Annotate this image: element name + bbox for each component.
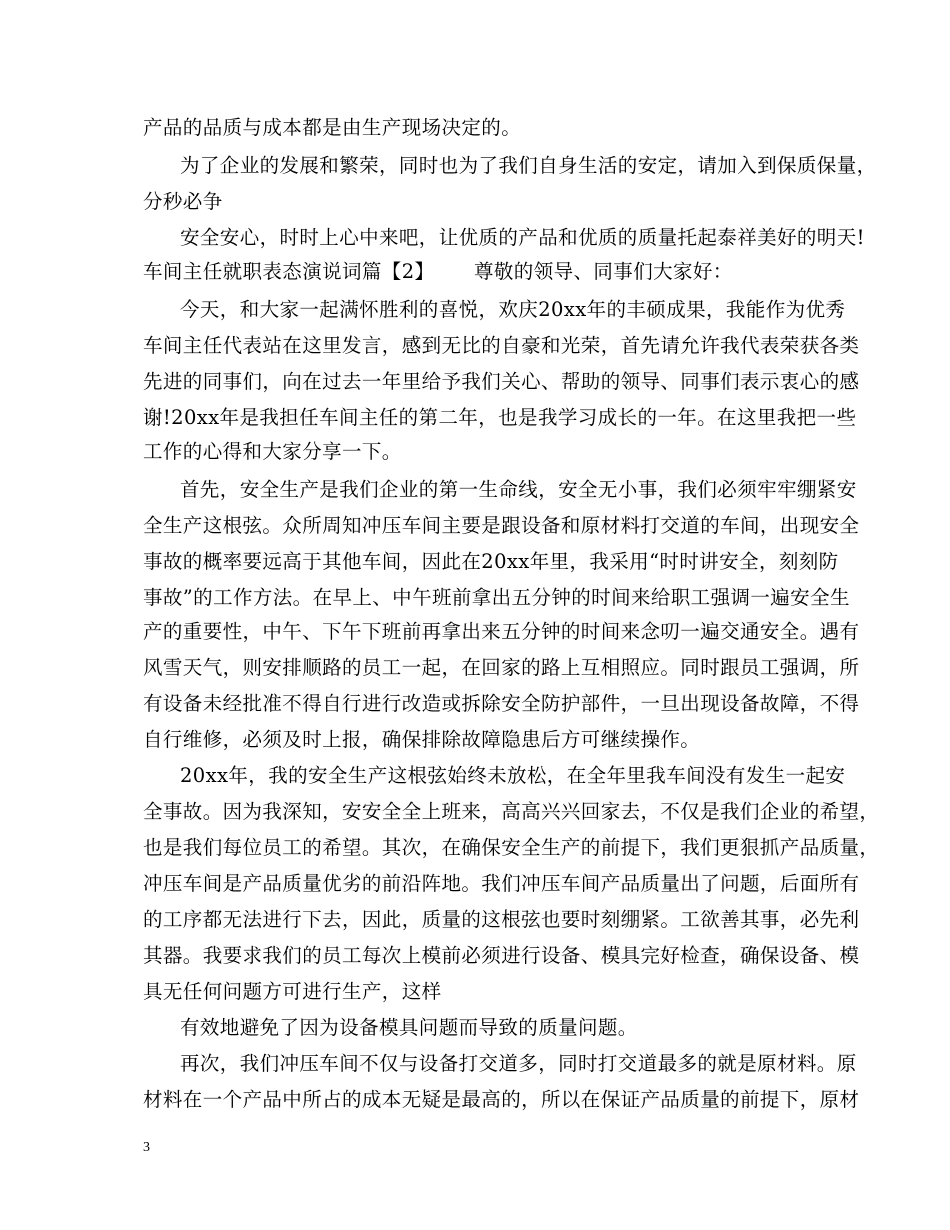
- text-line: 有效地避免了因为设备模具问题而导致的质量问题。: [180, 1016, 638, 1039]
- text-line: 自行维修，必须及时上报，确保排除故障隐患后方可继续操作。: [143, 728, 701, 751]
- text-line: 今天，和大家一起满怀胜利的喜悦，欢庆20xx年的丰硕成果，我能作为优秀: [180, 298, 846, 321]
- text-line: 先进的同事们，向在过去一年里给予我们关心、帮助的领导、同事们表示衷心的感: [143, 370, 860, 393]
- text-line: 风雪天气，则安排顺路的员工一起，在回家的路上互相照应。同时跟员工强调，所: [143, 656, 860, 679]
- text-line: 冲压车间是产品质量优劣的前沿阵地。我们冲压车间产品质量出了问题，后面所有: [143, 872, 860, 895]
- text-line: 再次，我们冲压车间不仅与设备打交道多，同时打交道最多的就是原材料。原: [180, 1052, 857, 1075]
- text-line: 事故的概率要远高于其他车间，因此在20xx年里，我采用“时时讲安全，刻刻防: [143, 550, 839, 573]
- text-line: 其器。我要求我们的员工每次上模前必须进行设备、模具完好检查，确保设备、模: [143, 944, 860, 967]
- text-line: 的工序都无法进行下去，因此，质量的这根弦也要时刻绷紧。工欲善其事，必先利: [143, 908, 860, 931]
- text-line: 产品的品质与成本都是由生产现场决定的。: [143, 116, 522, 139]
- text-line: 分秒必争: [143, 190, 223, 213]
- text-line: 谢!20xx年是我担任车间主任的第二年，也是我学习成长的一年。在这里我把一些: [143, 406, 857, 429]
- text-line: 全事故。因为我深知，安安全全上班来，高高兴兴回家去，不仅是我们企业的希望，: [143, 800, 880, 823]
- text-line: 安全安心，时时上心中来吧，让优质的产品和优质的质量托起泰祥美好的明天!: [180, 226, 865, 249]
- text-line: 产的重要性，中午、下午下班前再拿出来五分钟的时间来念叨一遍交通安全。遇有: [143, 620, 860, 643]
- text-line: 车间主任代表站在这里发言，感到无比的自豪和光荣，首先请允许我代表荣获各类: [143, 334, 860, 357]
- text-line: 材料在一个产品中所占的成本无疑是最高的，所以在保证产品质量的前提下，原材: [143, 1088, 860, 1111]
- text-line: 全生产这根弦。众所周知冲压车间主要是跟设备和原材料打交道的车间，出现安全: [143, 514, 860, 537]
- text-line: 有设备未经批准不得自行进行改造或拆除安全防护部件，一旦出现设备故障，不得: [143, 692, 860, 715]
- text-line: 车间主任就职表态演说词篇【2】 尊敬的领导、同事们大家好：: [143, 260, 733, 283]
- text-line: 事故”的工作方法。在早上、中午班前拿出五分钟的时间来给职工强调一遍安全生: [143, 586, 850, 609]
- text-line: 工作的心得和大家分享一下。: [143, 440, 402, 463]
- text-line: 20xx年，我的安全生产这根弦始终未放松，在全年里我车间没有发生一起安: [180, 764, 846, 787]
- text-line: 也是我们每位员工的希望。其次，在确保安全生产的前提下，我们更狠抓产品质量，: [143, 836, 880, 859]
- text-line: 为了企业的发展和繁荣，同时也为了我们自身生活的安定，请加入到保质保量，: [180, 154, 877, 177]
- text-line: 具无任何问题方可进行生产，这样: [143, 980, 442, 1003]
- text-line: 首先，安全生产是我们企业的第一生命线，安全无小事，我们必须牢牢绷紧安: [180, 478, 857, 501]
- page-number: 3: [143, 1140, 150, 1155]
